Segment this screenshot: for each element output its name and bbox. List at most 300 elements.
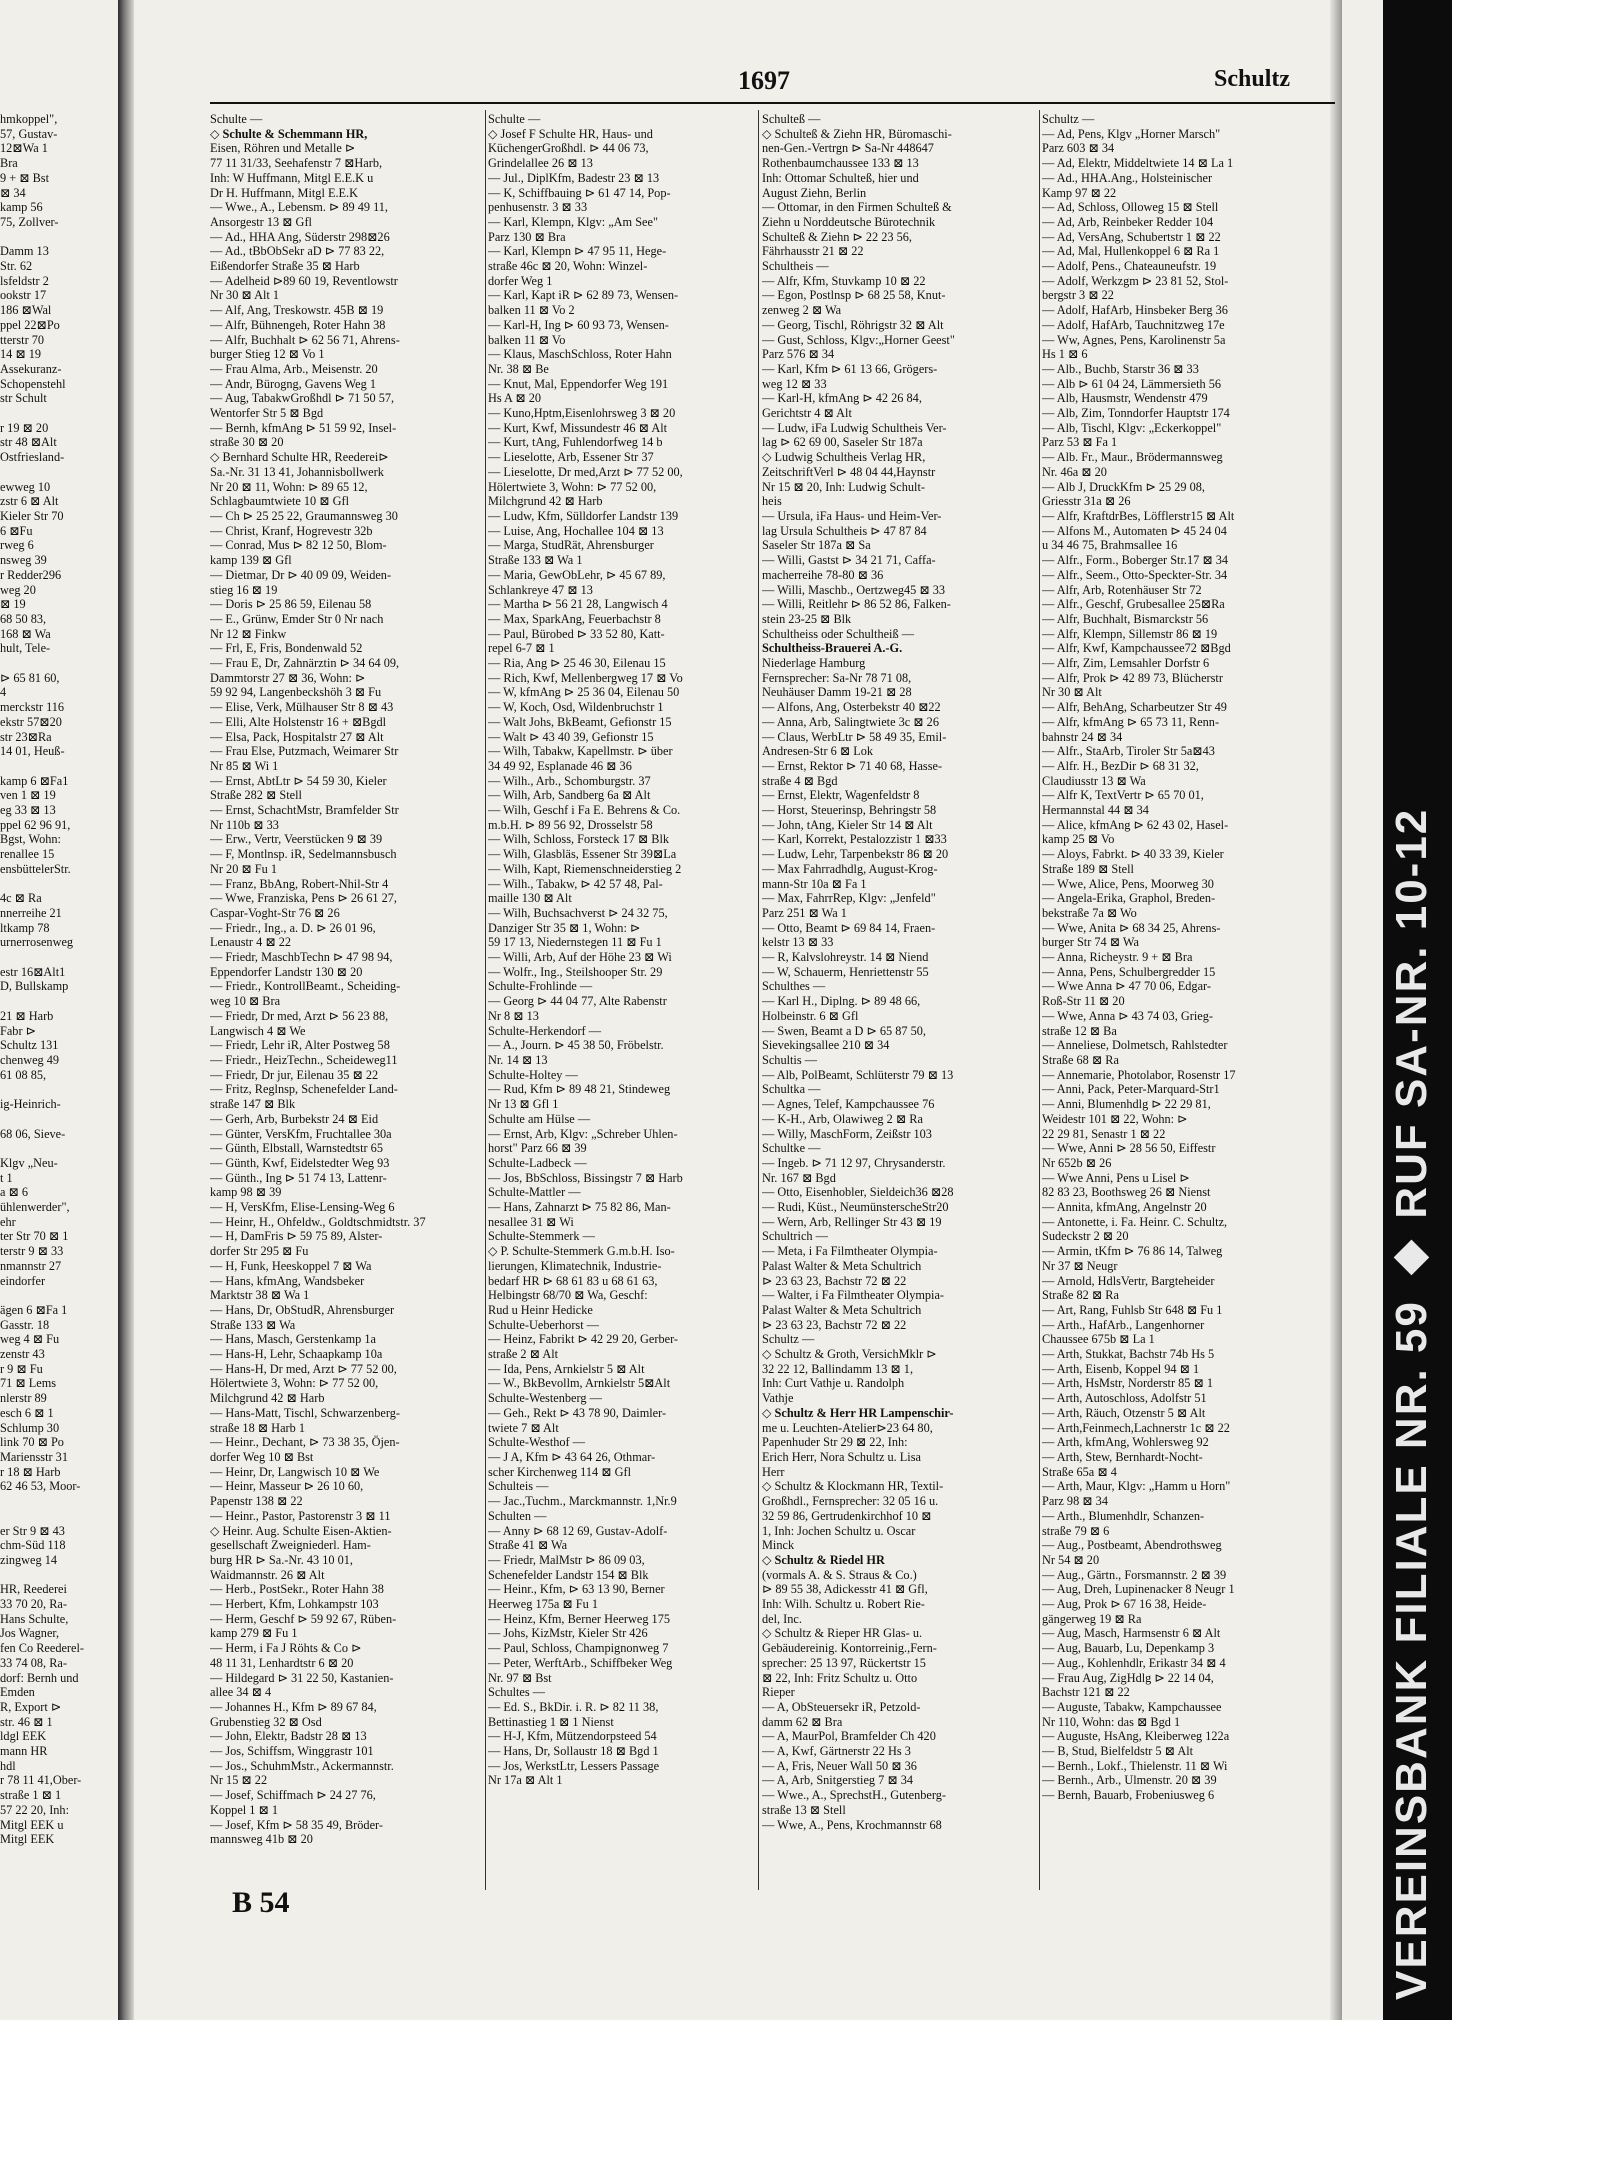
directory-entry bbox=[0, 1494, 118, 1509]
header-rule bbox=[210, 102, 1335, 104]
directory-entry: weg 20 bbox=[0, 582, 36, 597]
directory-entry: — Elli, Alte Holstenstr 16 + ⊠Bgdl bbox=[210, 714, 387, 729]
directory-entry: a ⊠ 6 bbox=[0, 1185, 29, 1200]
directory-entry: — Johs, KizMstr, Kieler Str 426 bbox=[488, 1626, 648, 1641]
section-heading: Schultes — bbox=[488, 1685, 546, 1700]
directory-entry: eindorfer bbox=[0, 1273, 46, 1288]
directory-entry: Dammtorstr 27 ⊠ 36, Wohn: ⊳ bbox=[210, 670, 366, 685]
directory-entry: — Anni, Pack, Peter-Marquard-Str1 bbox=[1042, 1082, 1220, 1097]
directory-entry: — Herbert, Kfm, Lohkampstr 103 bbox=[210, 1597, 379, 1612]
directory-entry: heis bbox=[762, 494, 782, 509]
directory-entry: Chaussee 675b ⊠ La 1 bbox=[1042, 1332, 1155, 1347]
directory-entry: straße 46c ⊠ 20, Wohn: Winzel- bbox=[488, 259, 648, 274]
directory-entry: estr 16⊠Alt1 bbox=[0, 964, 66, 979]
directory-entry: — Arth, Stukkat, Bachstr 74b Hs 5 bbox=[1042, 1347, 1215, 1362]
directory-entry: merckstr 116 bbox=[0, 700, 65, 715]
directory-entry: — Alfr K, TextVertr ⊳ 65 70 01, bbox=[1042, 788, 1204, 803]
directory-entry: straße 1 ⊠ 1 bbox=[0, 1788, 62, 1803]
directory-entry: Bachstr 121 ⊠ 22 bbox=[1042, 1685, 1130, 1700]
signature-mark: B 54 bbox=[232, 1886, 290, 1919]
directory-entry: damm 62 ⊠ Bra bbox=[762, 1714, 843, 1729]
directory-entry: — Wilh, Geschf i Fa E. Behrens & Co. bbox=[488, 803, 681, 818]
directory-entry: straße 2 ⊠ Alt bbox=[488, 1347, 559, 1362]
directory-entry: — Erw., Vertr, Veerstücken 9 ⊠ 39 bbox=[210, 832, 383, 847]
directory-entry: — Lieselotte, Dr med,Arzt ⊳ 77 52 00, bbox=[488, 464, 683, 479]
column-divider bbox=[485, 110, 486, 1890]
directory-entry: — Alb J, DruckKfm ⊳ 25 29 08, bbox=[1042, 479, 1205, 494]
scan-margin bbox=[0, 2020, 1600, 2177]
directory-entry: me u. Leuchten-Atelier⊳23 64 80, bbox=[762, 1420, 933, 1435]
directory-entry: hmkoppel", bbox=[0, 112, 58, 126]
directory-entry: — Ad., HHA Ang, Süderstr 298⊠26 bbox=[210, 229, 390, 244]
directory-entry: 59 17 13, Niedernstegen 11 ⊠ Fu 1 bbox=[488, 935, 662, 950]
directory-entry: Heerweg 175a ⊠ Fu 1 bbox=[488, 1597, 599, 1612]
section-heading: Schultka — bbox=[762, 1082, 821, 1097]
directory-entry bbox=[0, 656, 118, 671]
directory-entry: Wentorfer Str 5 ⊠ Bgd bbox=[210, 406, 324, 421]
directory-entry: — Alfons, Ang, Osterbekstr 40 ⊠22 bbox=[762, 700, 941, 715]
directory-entry: — Friedr, Lehr iR, Alter Postweg 58 bbox=[210, 1038, 390, 1053]
directory-entry: — A, Fris, Neuer Wall 50 ⊠ 36 bbox=[762, 1758, 917, 1773]
directory-entry: dorfer Str 295 ⊠ Fu bbox=[210, 1244, 309, 1259]
directory-entry: Schulteß & Ziehn ⊳ 22 23 56, bbox=[762, 229, 912, 244]
directory-entry: kelstr 13 ⊠ 33 bbox=[762, 935, 834, 950]
directory-entry: — Karl, Korrekt, Pestalozzistr 1 ⊠33 bbox=[762, 832, 947, 847]
section-heading: Schulte-Herkendorf — bbox=[488, 1023, 602, 1038]
section-heading: Schulte-Ueberhorst — bbox=[488, 1317, 599, 1332]
directory-entry: — John, Elektr, Badstr 28 ⊠ 13 bbox=[210, 1729, 367, 1744]
directory-entry: — Ad, Pens, Klgv „Horner Marsch" bbox=[1042, 126, 1221, 141]
directory-entry bbox=[0, 994, 118, 1009]
section-heading: Schulte-Westhof — bbox=[488, 1435, 586, 1450]
directory-entry: — Arth, Eisenb, Koppel 94 ⊠ 1 bbox=[1042, 1361, 1200, 1376]
directory-entry: Palast Walter & Meta Schultrich bbox=[762, 1302, 922, 1317]
directory-entry: — Alfr, Klempn, Sillemstr 86 ⊠ 19 bbox=[1042, 626, 1218, 641]
directory-entry: — Ernst, Rektor ⊳ 71 40 68, Hasse- bbox=[762, 758, 943, 773]
directory-entry: Nr 652b ⊠ 26 bbox=[1042, 1155, 1112, 1170]
directory-entry: — Antonette, i. Fa. Heinr. C. Schultz, bbox=[1042, 1214, 1228, 1229]
section-heading: Schultz — bbox=[1042, 112, 1095, 126]
section-heading: Schultheiss oder Schultheiß — bbox=[762, 626, 914, 641]
directory-entry: 75, Zollver- bbox=[0, 214, 59, 229]
directory-entry: Gasstr. 18 bbox=[0, 1317, 50, 1332]
directory-entry bbox=[0, 759, 118, 774]
directory-entry: Marktstr 38 ⊠ Wa 1 bbox=[210, 1288, 310, 1303]
directory-entry: 168 ⊠ Wa bbox=[0, 626, 51, 641]
directory-entry: ◇ Schultz & Klockmann HR, Textil- bbox=[762, 1479, 944, 1494]
directory-entry: 9 + ⊠ Bst bbox=[0, 170, 50, 185]
directory-entry: — Günth, Elbstall, Warnstedtstr 65 bbox=[210, 1141, 383, 1156]
directory-entry: Parz 130 ⊠ Bra bbox=[488, 229, 566, 244]
directory-entry: — Wilh, Kapt, Riemenschneiderstieg 2 bbox=[488, 861, 682, 876]
directory-entry: macherreihe 78-80 ⊠ 36 bbox=[762, 567, 884, 582]
directory-entry: — Arth,Feinmech,Lachnerstr 1c ⊠ 22 bbox=[1042, 1420, 1230, 1435]
directory-entry: — Wilh., Tabakw, ⊳ 42 57 48, Pal- bbox=[488, 876, 663, 891]
directory-entry: kamp 6 ⊠Fa1 bbox=[0, 773, 69, 788]
directory-entry: — Wwe, Alice, Pens, Moorweg 30 bbox=[1042, 876, 1214, 891]
directory-entry: — Wwe, Franziska, Pens ⊳ 26 61 27, bbox=[210, 891, 397, 906]
directory-entry: 34 49 92, Esplanade 46 ⊠ 36 bbox=[488, 758, 632, 773]
directory-entry: str. 46 ⊠ 1 bbox=[0, 1714, 53, 1729]
directory-entry: Nr 85 ⊠ Wi 1 bbox=[210, 758, 279, 773]
directory-entry: Kieler Str 70 bbox=[0, 508, 64, 523]
directory-entry: — W., BkBevollm, Arnkielstr 5⊠Alt bbox=[488, 1376, 671, 1391]
directory-entry: 186 ⊠Wal bbox=[0, 303, 52, 318]
directory-entry: — Heinz, Kfm, Berner Heerweg 175 bbox=[488, 1611, 670, 1626]
directory-entry: nsweg 39 bbox=[0, 553, 47, 568]
directory-entry: Hölertwiete 3, Wohn: ⊳ 77 52 00, bbox=[488, 479, 657, 494]
directory-entry: ppel 62 96 91, bbox=[0, 817, 71, 832]
directory-entry: — Christ, Kranf, Hogrevestr 32b bbox=[210, 523, 373, 538]
directory-entry: straße 79 ⊠ 6 bbox=[1042, 1523, 1110, 1538]
directory-column-2 bbox=[488, 112, 755, 1902]
directory-entry: — Ursula, iFa Haus- und Heim-Ver- bbox=[762, 508, 942, 523]
directory-entry: — Ad, VersAng, Schubertstr 1 ⊠ 22 bbox=[1042, 229, 1221, 244]
directory-entry: — Ad., HHA.Ang., Holsteinischer bbox=[1042, 170, 1213, 185]
directory-entry: Saseler Str 187a ⊠ Sa bbox=[762, 538, 871, 553]
directory-entry: — Max, FahrrRep, Klgv: „Jenfeld" bbox=[762, 891, 936, 906]
directory-entry: Schultz 131 bbox=[0, 1038, 59, 1053]
directory-entry: ◇ Schultz & Herr HR Lampenschir- bbox=[762, 1405, 954, 1420]
directory-entry: ⊳ 65 81 60, bbox=[0, 670, 60, 685]
directory-entry: kamp 98 ⊠ 39 bbox=[210, 1185, 282, 1200]
directory-entry: balken 11 ⊠ Vo bbox=[488, 332, 566, 347]
directory-entry: Bra bbox=[0, 156, 18, 171]
section-heading: Schulte-Westenberg — bbox=[488, 1391, 602, 1406]
directory-entry: zenstr 43 bbox=[0, 1347, 45, 1362]
directory-entry: — Willi, Arb, Auf der Höhe 23 ⊠ Wi bbox=[488, 950, 672, 965]
directory-entry: — Max Fahrradhdlg, August-Krog- bbox=[762, 861, 938, 876]
directory-entry: — Auguste, Tabakw, Kampchaussee bbox=[1042, 1699, 1222, 1714]
directory-entry: — Wilh., Arb., Schomburgstr. 37 bbox=[488, 773, 651, 788]
directory-entry: — Adolf, Werkzgm ⊳ 23 81 52, Stol- bbox=[1042, 273, 1229, 288]
directory-entry: 33 70 20, Ra- bbox=[0, 1597, 67, 1612]
directory-entry: burger Str 74 ⊠ Wa bbox=[1042, 935, 1139, 950]
directory-entry: — Ch ⊳ 25 25 22, Graumannsweg 30 bbox=[210, 508, 398, 523]
directory-entry: — Dietmar, Dr ⊳ 40 09 09, Weiden- bbox=[210, 567, 392, 582]
directory-entry: — Aug, TabakwGroßhdl ⊳ 71 50 57, bbox=[210, 391, 395, 406]
directory-entry: Nr. 97 ⊠ Bst bbox=[488, 1670, 552, 1685]
directory-entry: r 18 ⊠ Harb bbox=[0, 1464, 61, 1479]
directory-entry: del, Inc. bbox=[762, 1611, 802, 1626]
directory-entry: — Karl, Kfm ⊳ 61 13 66, Grögers- bbox=[762, 361, 938, 376]
directory-entry: Hs 1 ⊠ 6 bbox=[1042, 347, 1088, 362]
section-heading: Schulte-Mattler — bbox=[488, 1185, 581, 1200]
directory-entry: — Elise, Verk, Mülhauser Str 8 ⊠ 43 bbox=[210, 700, 394, 715]
directory-entry: 62 46 53, Moor- bbox=[0, 1479, 81, 1494]
directory-entry: — H, DamFris ⊳ 59 75 89, Alster- bbox=[210, 1229, 383, 1244]
directory-entry: ⊠ 22, Inh: Fritz Schultz u. Otto bbox=[762, 1670, 918, 1685]
directory-entry: — Arth, Räuch, Otzenstr 5 ⊠ Alt bbox=[1042, 1405, 1206, 1420]
directory-entry: bergstr 3 ⊠ 22 bbox=[1042, 288, 1114, 303]
directory-entry: — Heinr., Kfm, ⊳ 63 13 90, Berner bbox=[488, 1582, 665, 1597]
directory-entry: burg HR ⊳ Sa.-Nr. 43 10 01, bbox=[210, 1552, 353, 1567]
directory-entry: Sudeckstr 2 ⊠ 20 bbox=[1042, 1229, 1129, 1244]
directory-entry: Parz 251 ⊠ Wa 1 bbox=[762, 905, 847, 920]
directory-entry: — Alfr., Seem., Otto-Speckter-Str. 34 bbox=[1042, 567, 1228, 582]
directory-entry: — Hildegard ⊳ 31 22 50, Kastanien- bbox=[210, 1670, 394, 1685]
directory-entry: — Arth, Stew, Bernhardt-Nocht- bbox=[1042, 1449, 1203, 1464]
directory-entry: straße 13 ⊠ Stell bbox=[762, 1802, 846, 1817]
directory-entry: hdl bbox=[0, 1758, 16, 1773]
directory-entry: — Frau Else, Putzmach, Weimarer Str bbox=[210, 744, 399, 759]
directory-entry: — Agnes, Telef, Kampchaussee 76 bbox=[762, 1097, 935, 1112]
section-heading: Schulthes — bbox=[762, 979, 826, 994]
directory-entry: — Adelheid ⊳89 60 19, Reventlowstr bbox=[210, 273, 398, 288]
directory-entry: — Ludw, iFa Ludwig Schultheis Ver- bbox=[762, 420, 947, 435]
directory-entry: weg 4 ⊠ Fu bbox=[0, 1332, 60, 1347]
directory-entry: — Franz, BbAng, Robert-Nhil-Str 4 bbox=[210, 876, 389, 891]
directory-entry: — Herm, i Fa J Röhts & Co ⊳ bbox=[210, 1641, 362, 1656]
directory-entry: — Arth, Maur, Klgv: „Hamm u Horn" bbox=[1042, 1479, 1231, 1494]
directory-entry: Straße 133 ⊠ Wa 1 bbox=[488, 553, 583, 568]
directory-entry: bekstraße 7a ⊠ Wo bbox=[1042, 905, 1137, 920]
directory-entry: — Hans, Masch, Gerstenkamp 1a bbox=[210, 1332, 376, 1347]
column-divider bbox=[758, 110, 759, 1890]
directory-entry: — Heinr, Masseur ⊳ 26 10 60, bbox=[210, 1479, 364, 1494]
directory-entry: Ziehn u Norddeutsche Bürotechnik bbox=[762, 214, 936, 229]
directory-entry: — Herb., PostSekr., Roter Hahn 38 bbox=[210, 1582, 384, 1597]
directory-entry: — Wilh, Buchsachverst ⊳ 24 32 75, bbox=[488, 905, 668, 920]
directory-entry: er Str 9 ⊠ 43 bbox=[0, 1523, 65, 1538]
directory-entry: Gerichtstr 4 ⊠ Alt bbox=[762, 406, 852, 421]
directory-entry: Hs A ⊠ 20 bbox=[488, 391, 542, 406]
directory-entry: — Ad., tBbObSekr aD ⊳ 77 83 22, bbox=[210, 244, 385, 259]
directory-entry: — Alb, Hausmstr, Wendenstr 479 bbox=[1042, 391, 1208, 406]
directory-entry: ookstr 17 bbox=[0, 288, 47, 303]
directory-entry: Gebäudereinig. Kontorreinig.,Fern- bbox=[762, 1641, 937, 1656]
directory-entry: ◇ Schultz & Rieper HR Glas- u. bbox=[762, 1626, 923, 1641]
directory-entry: — Marga, StudRät, Ahrensburger bbox=[488, 538, 654, 553]
directory-entry: — Anny ⊳ 68 12 69, Gustav-Adolf- bbox=[488, 1523, 668, 1538]
directory-entry: stieg 16 ⊠ 19 bbox=[210, 582, 278, 597]
directory-entry: maille 130 ⊠ Alt bbox=[488, 891, 572, 906]
directory-entry: KüchengerGroßhdl. ⊳ 44 06 73, bbox=[488, 141, 649, 156]
directory-entry: — Frau Aug, ZigHdlg ⊳ 22 14 04, bbox=[1042, 1670, 1214, 1685]
directory-entry: Nr 110, Wohn: das ⊠ Bgd 1 bbox=[1042, 1714, 1181, 1729]
directory-entry: — Friedr, MaschbTechn ⊳ 47 98 94, bbox=[210, 950, 393, 965]
directory-entry: Inh: Wilh. Schultz u. Robert Rie- bbox=[762, 1597, 925, 1612]
directory-entry: — Hans, Dr, Sollaustr 18 ⊠ Bgd 1 bbox=[488, 1744, 659, 1759]
directory-entry: Dr H. Huffmann, Mitgl E.E.K bbox=[210, 185, 359, 200]
directory-entry: — Auguste, HsAng, Kleiberweg 122a bbox=[1042, 1729, 1230, 1744]
directory-entry: — Rudi, Küst., NeumünsterscheStr20 bbox=[762, 1200, 949, 1215]
directory-entry: Langwisch 4 ⊠ We bbox=[210, 1023, 306, 1038]
directory-entry: — Arth., HafArb., Langenhorner bbox=[1042, 1317, 1205, 1332]
directory-entry: Schopenstehl bbox=[0, 376, 66, 391]
directory-entry: allee 34 ⊠ 4 bbox=[210, 1685, 272, 1700]
directory-entry: kamp 279 ⊠ Fu 1 bbox=[210, 1626, 298, 1641]
directory-entry: str Schult bbox=[0, 391, 47, 406]
directory-entry: — Bernh, Bauarb, Frobeniusweg 6 bbox=[1042, 1788, 1215, 1803]
section-heading: Schulten — bbox=[488, 1508, 547, 1523]
directory-entry: Nr 17a ⊠ Alt 1 bbox=[488, 1773, 563, 1788]
directory-entry: — Alfr, Arb, Rotenhäuser Str 72 bbox=[1042, 582, 1202, 597]
directory-entry: — Frl, E, Fris, Bondenwald 52 bbox=[210, 641, 363, 656]
directory-entry: Hans Schulte, bbox=[0, 1611, 69, 1626]
directory-entry: — Jac.,Tuchm., Marckmannstr. 1,Nr.9 bbox=[488, 1494, 677, 1509]
directory-entry: zingweg 14 bbox=[0, 1552, 58, 1567]
directory-entry: — H-J, Kfm, Mützendorpsteed 54 bbox=[488, 1729, 657, 1744]
directory-entry: Bgst, Wohn: bbox=[0, 832, 61, 847]
directory-entry: — Josef, Schiffmach ⊳ 24 27 76, bbox=[210, 1788, 376, 1803]
directory-entry: — Ludw, Lehr, Tarpenbekstr 86 ⊠ 20 bbox=[762, 847, 949, 862]
directory-entry: — E., Grünw, Emder Str 0 Nr nach bbox=[210, 611, 384, 626]
directory-entry: t 1 bbox=[0, 1170, 13, 1185]
directory-entry: Assekuranz- bbox=[0, 361, 62, 376]
directory-entry: — Anni, Blumenhdlg ⊳ 22 29 81, bbox=[1042, 1097, 1211, 1112]
directory-entry: — Armin, tKfm ⊳ 76 86 14, Talweg bbox=[1042, 1244, 1223, 1259]
directory-entry: 4 bbox=[0, 685, 7, 700]
page-edge-shadow bbox=[1330, 0, 1342, 2020]
directory-entry: — Paul, Bürobed ⊳ 33 52 80, Katt- bbox=[488, 626, 665, 641]
directory-entry: Papenstr 138 ⊠ 22 bbox=[210, 1494, 303, 1509]
directory-entry: — Aug, Prok ⊳ 67 16 38, Heide- bbox=[1042, 1597, 1207, 1612]
directory-entry: — Wwe, Anna ⊳ 43 74 03, Grieg- bbox=[1042, 1008, 1213, 1023]
directory-entry: Nr. 46a ⊠ 20 bbox=[1042, 464, 1107, 479]
directory-entry: — Alice, kfmAng ⊳ 62 43 02, Hasel- bbox=[1042, 817, 1229, 832]
directory-entry: — Annemarie, Photolabor, Rosenstr 17 bbox=[1042, 1067, 1236, 1082]
directory-entry: — Jos, BbSchloss, Bissingstr 7 ⊠ Harb bbox=[488, 1170, 683, 1185]
directory-entry: nen-Gen.-Vertrgn ⊳ Sa-Nr 448647 bbox=[762, 141, 934, 156]
directory-entry: — Heinr., Pastor, Pastorenstr 3 ⊠ 11 bbox=[210, 1508, 391, 1523]
directory-entry: Parz 603 ⊠ 34 bbox=[1042, 141, 1115, 156]
directory-entry: — Ed. S., BkDir. i. R. ⊳ 82 11 38, bbox=[488, 1699, 659, 1714]
directory-entry: — Angela-Erika, Graphol, Breden- bbox=[1042, 891, 1216, 906]
directory-entry: — Friedr, Dr med, Arzt ⊳ 56 23 88, bbox=[210, 1008, 389, 1023]
directory-entry: Straße 65a ⊠ 4 bbox=[1042, 1464, 1117, 1479]
directory-entry: Großhdl., Fernsprecher: 32 05 16 u. bbox=[762, 1494, 939, 1509]
directory-entry: r 9 ⊠ Fu bbox=[0, 1361, 43, 1376]
running-head: Schultz bbox=[1214, 66, 1291, 92]
directory-entry: Ansorgestr 13 ⊠ Gfl bbox=[210, 214, 312, 229]
directory-entry: — Friedr., Ing., a. D. ⊳ 26 01 96, bbox=[210, 920, 376, 935]
directory-entry bbox=[0, 1288, 118, 1303]
directory-entry: Nr. 38 ⊠ Be bbox=[488, 361, 549, 376]
directory-entry: Damm 13 bbox=[0, 244, 49, 259]
directory-entry: — Kurt, Kwf, Missundestr 46 ⊠ Alt bbox=[488, 420, 668, 435]
directory-entry: — Kuno,Hptm,Eisenlohrsweg 3 ⊠ 20 bbox=[488, 406, 676, 421]
directory-entry: — Friedr., KontrollBeamt., Scheiding- bbox=[210, 979, 401, 994]
directory-entry: lsfeldstr 2 bbox=[0, 273, 49, 288]
directory-entry: — Heinr, Dr, Langwisch 10 ⊠ We bbox=[210, 1464, 380, 1479]
directory-entry: — Anna, Pens, Schulbergredder 15 bbox=[1042, 964, 1216, 979]
directory-entry: — Alb. Fr., Maur., Brödermannsweg bbox=[1042, 450, 1223, 465]
directory-entry: straße 4 ⊠ Bgd bbox=[762, 773, 838, 788]
directory-entry: — Karl, Klempn ⊳ 47 95 11, Hege- bbox=[488, 244, 667, 259]
directory-entry: eg 33 ⊠ 13 bbox=[0, 803, 56, 818]
directory-entry: Palast Walter & Meta Schultrich bbox=[762, 1258, 922, 1273]
directory-entry: — Wilh, Schloss, Forsteck 17 ⊠ Blk bbox=[488, 832, 670, 847]
directory-entry: ◇ Heinr. Aug. Schulte Eisen-Aktien- bbox=[210, 1523, 392, 1538]
directory-entry: D, Bullskamp bbox=[0, 979, 69, 994]
directory-entry: — Alfr, BehAng, Scharbeutzer Str 49 bbox=[1042, 700, 1227, 715]
directory-entry: — Hans, kfmAng, Wandsbeker bbox=[210, 1273, 365, 1288]
directory-entry: — Wern, Arb, Rellinger Str 43 ⊠ 19 bbox=[762, 1214, 942, 1229]
directory-entry bbox=[0, 230, 118, 245]
directory-entry: Straße 68 ⊠ Ra bbox=[1042, 1053, 1119, 1067]
directory-entry: — Günth., Ing ⊳ 51 74 13, Lattenr- bbox=[210, 1170, 387, 1185]
directory-entry: — Otto, Beamt ⊳ 69 84 14, Fraen- bbox=[762, 920, 936, 935]
directory-entry: ühlenwerder", bbox=[0, 1200, 70, 1215]
directory-entry: Milchgrund 42 ⊠ Harb bbox=[488, 494, 603, 509]
directory-entry: Neuhäuser Damm 19-21 ⊠ 28 bbox=[762, 685, 912, 700]
directory-entry: Nr 20 ⊠ Fu 1 bbox=[210, 861, 278, 876]
directory-entry: Nr. 167 ⊠ Bgd bbox=[762, 1170, 836, 1185]
directory-entry: — Arth, Autoschloss, Adolfstr 51 bbox=[1042, 1391, 1207, 1406]
directory-entry: R, Export ⊳ bbox=[0, 1699, 62, 1714]
directory-entry: 57 22 20, Inh: bbox=[0, 1802, 69, 1817]
directory-entry: Grubenstieg 32 ⊠ Osd bbox=[210, 1714, 322, 1729]
directory-entry: — Ingeb. ⊳ 71 12 97, Chrysanderstr. bbox=[762, 1155, 946, 1170]
directory-entry: — Heinr., Dechant, ⊳ 73 38 35, Öjen- bbox=[210, 1435, 400, 1450]
directory-entry: — Friedr., HeizTechn., Scheideweg11 bbox=[210, 1053, 398, 1067]
directory-entry: ◇ Bernhard Schulte HR, Reederei⊳ bbox=[210, 450, 389, 465]
column-divider bbox=[1039, 110, 1040, 1890]
directory-entry: Nr 37 ⊠ Neugr bbox=[1042, 1258, 1118, 1273]
directory-entry: — Willy, MaschForm, Zeißstr 103 bbox=[762, 1126, 932, 1141]
directory-entry: r 78 11 41,Ober- bbox=[0, 1773, 82, 1788]
directory-entry: — Aug, Dreh, Lupinenacker 8 Neugr 1 bbox=[1042, 1582, 1235, 1597]
directory-entry: ◇ Josef F Schulte HR, Haus- und bbox=[488, 126, 653, 141]
directory-entry: — Alfr., Form., Boberger Str.17 ⊠ 34 bbox=[1042, 553, 1228, 568]
directory-entry: — Art, Rang, Fuhlsb Str 648 ⊠ Fu 1 bbox=[1042, 1302, 1223, 1317]
directory-entry: Nr 12 ⊠ Finkw bbox=[210, 626, 287, 641]
directory-entry: Lenaustr 4 ⊠ 22 bbox=[210, 935, 291, 950]
directory-entry: — A., Journ. ⊳ 45 38 50, Fröbelstr. bbox=[488, 1038, 664, 1053]
directory-entry: — Alfr., StaArb, Tiroler Str 5a⊠43 bbox=[1042, 744, 1215, 759]
directory-entry: — Peter, WerftArb., Schiffbeker Weg bbox=[488, 1655, 673, 1670]
directory-entry: — Ernst, AbtLtr ⊳ 54 59 30, Kieler bbox=[210, 773, 387, 788]
directory-entry: Fabr ⊳ bbox=[0, 1023, 36, 1038]
directory-entry: — John, tAng, Kieler Str 14 ⊠ Alt bbox=[762, 817, 933, 832]
directory-entry: — Alfr, Bühnengeh, Roter Hahn 38 bbox=[210, 317, 386, 332]
directory-entry: bahnstr 24 ⊠ 34 bbox=[1042, 729, 1123, 744]
directory-entry: Kamp 97 ⊠ 22 bbox=[1042, 185, 1117, 200]
section-heading: Schulte-Holtey — bbox=[488, 1067, 578, 1082]
directory-entry: Schlankreye 47 ⊠ 13 bbox=[488, 582, 593, 597]
directory-entry: — Heinz, Fabrikt ⊳ 42 29 20, Gerber- bbox=[488, 1332, 679, 1347]
directory-entry: renallee 15 bbox=[0, 847, 55, 862]
directory-entry: — Karl-H, kfmAng ⊳ 42 26 84, bbox=[762, 391, 922, 406]
directory-entry: — Adolf, Pens., Chateauneufstr. 19 bbox=[1042, 259, 1217, 274]
directory-entry: — Alfr, Buchhalt ⊳ 62 56 71, Ahrens- bbox=[210, 332, 400, 347]
directory-entry: Schenefelder Landstr 154 ⊠ Blk bbox=[488, 1567, 649, 1582]
directory-entry: kamp 25 ⊠ Vo bbox=[1042, 832, 1115, 847]
directory-entry: — Anna, Arb, Salingtwiete 3c ⊠ 26 bbox=[762, 714, 939, 729]
directory-entry: Schlump 30 bbox=[0, 1420, 60, 1435]
directory-column-4 bbox=[1042, 112, 1330, 1902]
directory-entry: Nr 30 ⊠ Alt 1 bbox=[210, 288, 280, 303]
section-heading: Schultz — bbox=[762, 1332, 815, 1347]
directory-entry: mannsweg 41b ⊠ 20 bbox=[210, 1832, 313, 1847]
directory-entry: — Alfr, kfmAng ⊳ 65 73 11, Renn- bbox=[1042, 714, 1220, 729]
directory-entry: — Egon, Postlnsp ⊳ 68 25 58, Knut- bbox=[762, 288, 946, 303]
directory-entry: 6 ⊠Fu bbox=[0, 523, 33, 538]
directory-entry: — Aloys, Fabrkt. ⊳ 40 33 39, Kieler bbox=[1042, 847, 1224, 862]
directory-entry: — Luise, Ang, Hochallee 104 ⊠ 13 bbox=[488, 523, 664, 538]
directory-entry: — Alb, PolBeamt, Schlüterstr 79 ⊠ 13 bbox=[762, 1067, 954, 1082]
directory-entry: ◇ P. Schulte-Stemmerk G.m.b.H. Iso- bbox=[488, 1244, 675, 1259]
directory-entry: Andresen-Str 6 ⊠ Lok bbox=[762, 744, 874, 759]
directory-entry: — Fritz, Reglnsp, Schenefelder Land- bbox=[210, 1082, 398, 1097]
directory-entry: Rieper bbox=[762, 1685, 795, 1700]
directory-entry: scher Kirchenweg 114 ⊠ Gfl bbox=[488, 1464, 632, 1479]
directory-entry: str 48 ⊠Alt bbox=[0, 435, 57, 450]
directory-entry: tterstr 70 bbox=[0, 332, 45, 347]
directory-entry: 61 08 85, bbox=[0, 1067, 47, 1082]
directory-entry: — Meta, i Fa Filmtheater Olympia- bbox=[762, 1244, 938, 1259]
